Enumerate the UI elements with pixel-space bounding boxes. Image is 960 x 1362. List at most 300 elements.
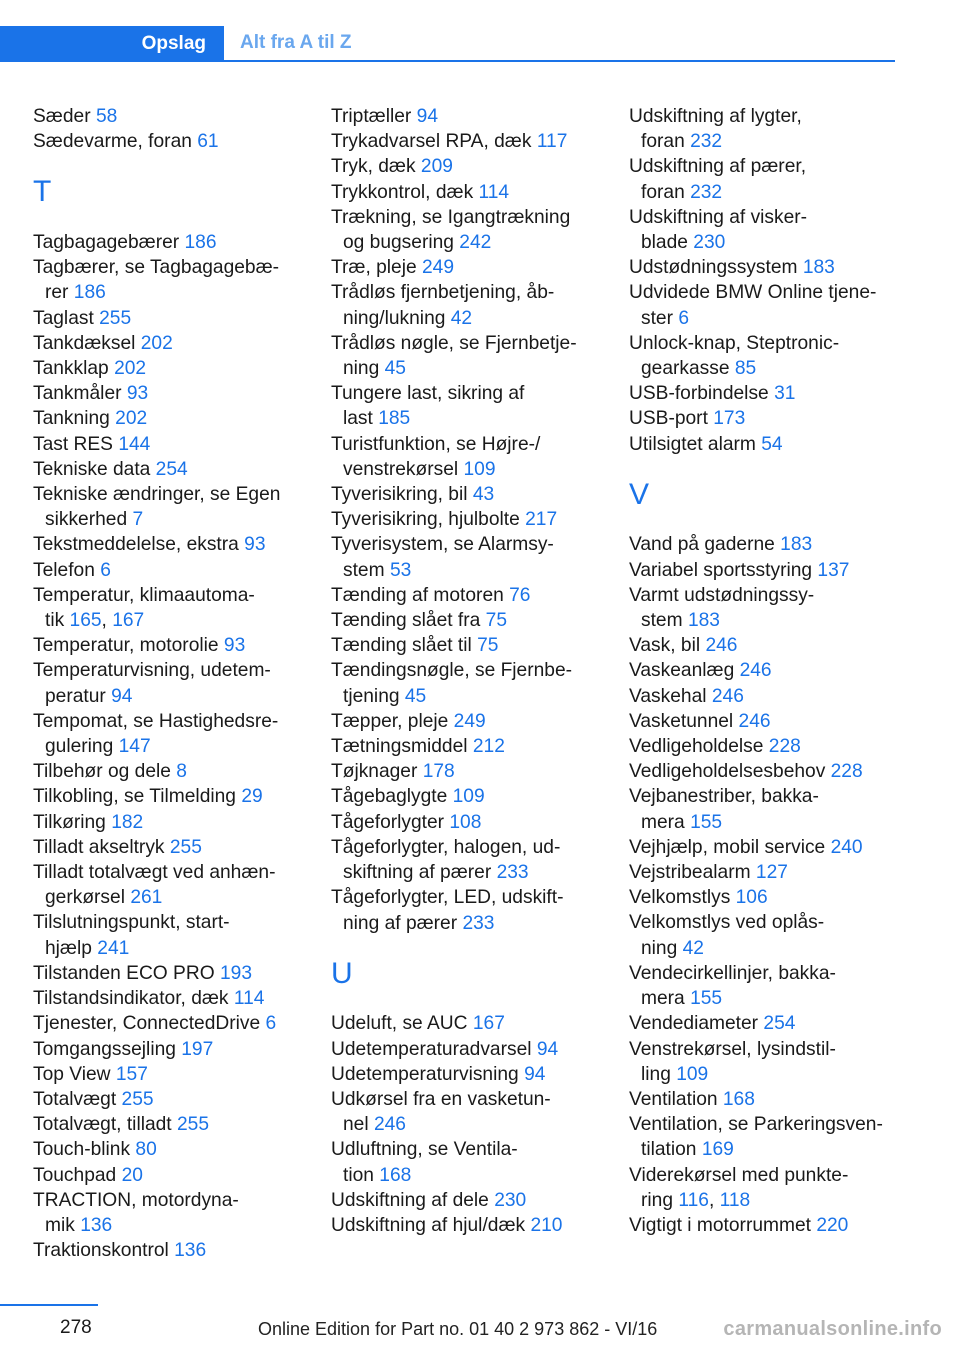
index-term: Tænding slået fra xyxy=(331,610,481,632)
page-link[interactable]: 202 xyxy=(114,358,147,380)
index-term: Udskiftning af visker- blade xyxy=(629,206,808,254)
index-entry xyxy=(331,709,616,734)
index-term: Tankmåler xyxy=(33,383,122,405)
index-entry xyxy=(33,129,318,154)
page-link[interactable]: 20 xyxy=(121,1164,143,1186)
page-link[interactable]: 255 xyxy=(176,1114,209,1136)
page-link[interactable]: 109 xyxy=(463,458,496,480)
page-link[interactable]: 232 xyxy=(690,131,723,153)
page-link[interactable]: 233 xyxy=(462,912,495,934)
index-term: Vigtigt i motorrummet xyxy=(629,1214,811,1236)
index-term: Tempomat, se Hastighedsre- gulering xyxy=(33,710,279,758)
index-entry xyxy=(33,1188,318,1238)
index-term: Vejhjælp, mobil service xyxy=(629,836,826,858)
index-entry xyxy=(629,784,899,834)
page-link[interactable]: 136 xyxy=(174,1240,207,1262)
footer-rule xyxy=(0,1304,98,1306)
index-term: Tilbehør og dele xyxy=(33,761,171,783)
index-term: Trådløs nøgle, se Fjernbetje- ning xyxy=(331,332,577,380)
index-entry xyxy=(33,558,318,583)
page-link[interactable]: 108 xyxy=(449,811,482,833)
index-entry xyxy=(629,759,899,784)
index-entry xyxy=(629,104,899,154)
index-entry xyxy=(33,1137,318,1162)
index-entry xyxy=(33,810,318,835)
index-entry xyxy=(331,1213,616,1238)
index-term: Touch-blink xyxy=(33,1139,131,1161)
index-entry xyxy=(629,1112,899,1162)
index-entry xyxy=(331,784,616,809)
index-term: Touchpad xyxy=(33,1164,117,1186)
index-entry xyxy=(331,658,616,708)
index-term: Ventilation, se Parkeringsven- tilation xyxy=(629,1114,883,1161)
index-entry xyxy=(629,961,899,1011)
page-link[interactable]: 42 xyxy=(682,937,704,959)
page-link[interactable]: 241 xyxy=(97,937,130,959)
index-term: Totalvægt xyxy=(33,1088,117,1110)
index-term: Vedligeholdelsesbehov xyxy=(629,761,826,783)
index-entry xyxy=(331,885,616,935)
index-term: Tagbærer, se Tagbagagebæ- rer xyxy=(33,257,280,304)
page-link[interactable]: 127 xyxy=(755,862,788,884)
page-link[interactable]: 217 xyxy=(525,509,558,531)
page-link[interactable]: 233 xyxy=(496,862,529,884)
index-entry xyxy=(33,406,318,431)
page-link[interactable]: 255 xyxy=(99,307,132,329)
page-link[interactable]: 220 xyxy=(816,1214,849,1236)
index-entry xyxy=(629,381,899,406)
index-entry xyxy=(33,1062,318,1087)
index-term: Ventilation xyxy=(629,1088,718,1110)
index-term: Varmt udstødningssy- stem xyxy=(629,584,815,632)
page-number: 278 xyxy=(60,1317,92,1338)
page-link[interactable]: 183 xyxy=(780,534,813,556)
page-link[interactable]: 7 xyxy=(132,509,144,531)
page-link[interactable]: 169 xyxy=(701,1139,734,1161)
index-entry xyxy=(629,684,899,709)
index-term: USB-forbindelse xyxy=(629,383,769,405)
index-entry xyxy=(33,482,318,532)
index-entry xyxy=(33,381,318,406)
index-term: Vaskeanlæg xyxy=(629,660,735,682)
index-term: Viderekørsel med punkte- ring xyxy=(629,1164,849,1211)
index-entry xyxy=(33,457,318,482)
page-link[interactable]: 228 xyxy=(830,761,863,783)
page-link[interactable]: 76 xyxy=(509,584,531,606)
index-entry xyxy=(331,633,616,658)
index-term: Tilkøring xyxy=(33,811,106,833)
index-term: Tilstanden ECO PRO xyxy=(33,962,215,984)
page-link[interactable]: 183 xyxy=(687,610,720,632)
index-entry xyxy=(331,1137,616,1187)
page-link[interactable]: 202 xyxy=(115,408,148,430)
index-entry xyxy=(629,860,899,885)
index-term: Tænding af motoren xyxy=(331,584,504,606)
page-link[interactable]: 114 xyxy=(478,181,510,203)
index-entry xyxy=(33,1087,318,1112)
index-entry xyxy=(33,835,318,860)
index-entry xyxy=(629,331,899,381)
index-entry xyxy=(33,230,318,255)
index-entry xyxy=(331,180,616,205)
index-term: Udkørsel fra en vasketun- nel xyxy=(331,1088,551,1136)
page-link[interactable]: 173 xyxy=(713,408,746,430)
index-entry xyxy=(33,860,318,910)
index-term: Vaskehal xyxy=(629,685,707,707)
page-link[interactable]: 54 xyxy=(761,433,783,455)
index-term: Vand på gaderne xyxy=(629,534,775,556)
index-term: Tankning xyxy=(33,408,110,430)
index-column-3 xyxy=(629,104,899,1238)
index-entry xyxy=(629,658,899,683)
page-link[interactable]: 157 xyxy=(115,1063,148,1085)
page-link[interactable]: 45 xyxy=(384,358,406,380)
index-term: Tyverisystem, se Alarmsy- stem xyxy=(331,534,554,581)
index-term: Udetemperaturvisning xyxy=(331,1063,519,1085)
index-entry xyxy=(331,432,616,482)
watermark: carmanualsonline.info xyxy=(723,1318,942,1340)
index-term: Tænding slået til xyxy=(331,635,472,657)
page-link[interactable]: 246 xyxy=(711,685,744,707)
page-link[interactable]: 155 xyxy=(690,811,723,833)
page-link[interactable]: 249 xyxy=(453,710,486,732)
page-link[interactable]: 117 xyxy=(536,131,568,153)
page-link[interactable]: 155 xyxy=(690,988,723,1010)
index-term: Tekniske data xyxy=(33,458,151,480)
index-entry xyxy=(33,986,318,1011)
index-term: Udeluft, se AUC xyxy=(331,1013,468,1035)
index-term: Tilladt akseltryk xyxy=(33,836,165,858)
index-term: Tagbagagebærer xyxy=(33,232,180,253)
page-link[interactable]: 53 xyxy=(389,559,412,581)
index-entry xyxy=(331,129,616,154)
page-link[interactable]: 136 xyxy=(80,1214,113,1236)
page-link[interactable]: 94 xyxy=(536,1038,559,1060)
tab-opslag[interactable]: Opslag xyxy=(0,26,224,62)
page-link[interactable]: 209 xyxy=(420,156,453,178)
page-link[interactable]: 255 xyxy=(169,836,202,858)
tab-alt-fra-a-til-z[interactable]: Alt fra A til Z xyxy=(240,32,352,53)
index-term: Tågeforlygter, halogen, ud- skiftning af pærer xyxy=(331,836,561,884)
index-term: Sædevarme, foran xyxy=(33,131,192,153)
page-link[interactable]: 193 xyxy=(219,962,252,984)
page-link[interactable]: 109 xyxy=(452,786,485,808)
index-term: Udvidede BMW Online tjene- ster xyxy=(629,282,877,329)
index-term: Totalvægt, tilladt xyxy=(33,1114,172,1136)
page-link[interactable]: 6 xyxy=(678,307,690,329)
index-term: Tilkobling, se Tilmelding xyxy=(33,786,236,808)
index-term: Vejstribealarm xyxy=(629,862,751,884)
header-rule xyxy=(0,60,895,62)
index-entry xyxy=(33,331,318,356)
index-entry xyxy=(629,406,899,431)
index-entry xyxy=(331,255,616,280)
page-link[interactable]: 6 xyxy=(265,1013,277,1035)
index-entry xyxy=(33,356,318,381)
page-link[interactable]: 167 xyxy=(112,610,145,632)
index-term: Tekniske ændringer, se Egen sikkerhed xyxy=(33,484,281,531)
index-term: Udskiftning af lygter, foran xyxy=(629,106,802,153)
index-term: Tæpper, pleje xyxy=(331,710,449,732)
index-entry xyxy=(629,558,899,583)
index-term: TRACTION, motordyna- mik xyxy=(33,1189,239,1236)
index-entry xyxy=(33,1011,318,1036)
index-entry xyxy=(331,331,616,381)
index-column-2 xyxy=(331,104,616,1238)
index-entry xyxy=(629,280,899,330)
index-entry xyxy=(629,835,899,860)
index-entry xyxy=(331,154,616,179)
page-link[interactable]: 240 xyxy=(830,836,863,858)
page-link[interactable]: 147 xyxy=(118,736,151,758)
index-term: Træ, pleje xyxy=(331,257,417,279)
index-entry xyxy=(629,1213,899,1238)
page-link[interactable]: 210 xyxy=(530,1214,563,1236)
index-term: Tankklap xyxy=(33,358,109,380)
page-link[interactable]: 42 xyxy=(450,307,473,329)
index-entry xyxy=(33,1112,318,1137)
index-term: Taglast xyxy=(33,307,94,329)
index-entry: Temperatur, klimaautoma- tik 165, 167 xyxy=(33,584,255,632)
page-link[interactable]: 93 xyxy=(244,534,266,556)
index-term: Vendecirkellinjer, bakka- mera xyxy=(629,962,836,1010)
index-term: Udluftning, se Ventila- tion xyxy=(331,1139,518,1186)
page-link[interactable]: 94 xyxy=(524,1063,546,1085)
index-term: Tændingsnøgle, se Fjernbe- tjening xyxy=(331,660,573,707)
page-link[interactable]: 246 xyxy=(705,635,738,657)
page-link[interactable]: 261 xyxy=(130,887,163,909)
index-term: Tågeforlygter, LED, udskift- ning af pærer xyxy=(331,887,564,934)
index-term: Vasketunnel xyxy=(629,710,734,732)
index-term: Tætningsmiddel xyxy=(331,736,468,758)
index-entry xyxy=(33,633,318,658)
index-term: Udetemperaturadvarsel xyxy=(331,1038,532,1060)
index-entry xyxy=(629,910,899,960)
page-link[interactable]: 254 xyxy=(763,1013,796,1035)
page-link[interactable]: 75 xyxy=(485,610,507,632)
index-entry xyxy=(331,1087,616,1137)
index-entry xyxy=(331,810,616,835)
section-letter: T xyxy=(33,175,52,209)
index-term: Tast RES xyxy=(33,433,113,455)
index-term: Tomgangssejling xyxy=(33,1038,176,1060)
index-entry xyxy=(33,104,318,129)
index-term: Udskiftning af pærer, foran xyxy=(629,156,807,203)
page-link[interactable]: 246 xyxy=(373,1114,406,1136)
index-entry xyxy=(331,835,616,885)
index-entry xyxy=(33,1238,318,1263)
page-link[interactable]: 6 xyxy=(100,559,111,581)
index-term: Sæder xyxy=(33,106,91,127)
index-entry xyxy=(331,104,616,129)
page-link[interactable]: 109 xyxy=(676,1063,709,1085)
page-link[interactable]: 255 xyxy=(121,1088,154,1110)
page-link[interactable]: 43 xyxy=(472,484,495,506)
page-link[interactable]: 230 xyxy=(494,1189,527,1211)
index-term: Vask, bil xyxy=(629,635,701,657)
index-term: Triptæller xyxy=(331,106,412,127)
index-term: Temperatur, klimaautoma- tik xyxy=(33,584,255,632)
index-entry xyxy=(33,784,318,809)
index-term: Trykadvarsel RPA, dæk xyxy=(331,131,532,153)
index-entry xyxy=(331,734,616,759)
index-entry xyxy=(629,1087,899,1112)
page-link[interactable]: 186 xyxy=(184,232,217,253)
page-link[interactable]: 246 xyxy=(739,660,772,682)
index-entry xyxy=(33,961,318,986)
page-link[interactable]: 202 xyxy=(140,332,173,354)
index-entry xyxy=(331,507,616,532)
edition-note: Online Edition for Part no. 01 40 2 973 862 - VI/16 xyxy=(258,1319,658,1339)
index-entry xyxy=(629,432,899,457)
index-entry xyxy=(331,1011,616,1036)
index-entry xyxy=(331,381,616,431)
page-link[interactable]: 197 xyxy=(181,1038,214,1060)
index-term: Tyverisikring, bil xyxy=(331,484,468,506)
section-letter: V xyxy=(629,477,650,511)
index-entry xyxy=(331,532,616,582)
page-link[interactable]: 94 xyxy=(111,685,133,707)
index-entry xyxy=(331,1062,616,1087)
index-term: Tilslutningspunkt, start- hjælp xyxy=(33,912,230,959)
index-entry xyxy=(33,532,318,557)
page-link[interactable]: 254 xyxy=(155,458,188,480)
index-term: Variabel sportsstyring xyxy=(629,559,813,581)
page-link[interactable]: 168 xyxy=(379,1164,412,1186)
index-entry: Viderekørsel med punkte- ring 116, 118 xyxy=(629,1164,849,1211)
index-entry xyxy=(629,1037,899,1087)
index-term: Udskiftning af dele xyxy=(331,1189,489,1211)
index-entry xyxy=(629,583,899,633)
index-term: Trækning, se Igangtrækning og bugsering xyxy=(331,206,571,254)
index-entry xyxy=(33,255,318,305)
index-term: Tågeforlygter xyxy=(331,811,445,833)
index-term: Tyverisikring, hjulbolte xyxy=(331,509,520,531)
index-entry xyxy=(33,709,318,759)
page-link[interactable]: 116 xyxy=(678,1189,709,1211)
index-entry xyxy=(331,205,616,255)
index-term: Telefon xyxy=(33,559,95,581)
page-link[interactable]: 185 xyxy=(378,408,411,430)
index-term: Temperaturvisning, udetem- peratur xyxy=(33,660,271,707)
page-link[interactable]: 106 xyxy=(735,887,768,909)
page-link[interactable]: 242 xyxy=(459,232,492,254)
index-term: Velkomstlys xyxy=(629,887,731,909)
index-term: Tryk, dæk xyxy=(331,156,416,178)
page-link[interactable]: 246 xyxy=(738,710,771,732)
page-link[interactable]: 75 xyxy=(477,635,499,657)
page-link[interactable]: 228 xyxy=(768,736,801,758)
index-term: Vejbanestriber, bakka- mera xyxy=(629,786,819,833)
index-entry xyxy=(33,1163,318,1188)
index-entry xyxy=(33,432,318,457)
section-letter: U xyxy=(331,956,353,990)
page-link[interactable]: 58 xyxy=(95,106,118,127)
page-link[interactable]: 249 xyxy=(422,257,455,279)
page-link[interactable]: 186 xyxy=(73,282,106,304)
index-entry xyxy=(331,482,616,507)
index-entry xyxy=(629,633,899,658)
index-entry xyxy=(629,154,899,204)
index-term: Tøjknager xyxy=(331,761,418,783)
index-entry xyxy=(33,658,318,708)
index-entry xyxy=(629,532,899,557)
page-link[interactable]: 165 xyxy=(69,610,102,632)
page-link[interactable]: 212 xyxy=(472,736,505,758)
page-link[interactable]: 114 xyxy=(233,988,265,1010)
page-link[interactable]: 118 xyxy=(719,1189,751,1211)
page-link[interactable]: 168 xyxy=(722,1088,755,1110)
index-entry xyxy=(629,709,899,734)
index-column-1 xyxy=(33,104,318,1263)
page-link[interactable]: 94 xyxy=(416,106,438,127)
index-entry xyxy=(629,255,899,280)
page-link[interactable]: 93 xyxy=(126,383,149,405)
index-term: Tungere last, sikring af last xyxy=(331,383,525,430)
index-entry xyxy=(331,759,616,784)
page-link[interactable]: 144 xyxy=(118,433,151,455)
index-entry xyxy=(629,885,899,910)
page-link[interactable]: 29 xyxy=(241,786,263,808)
index-term: Trådløs fjernbetjening, åb- ning/lukning xyxy=(331,282,555,329)
index-term: Tankdæksel xyxy=(33,332,136,354)
index-term: Tilladt totalvægt ved anhæn- gerkørsel xyxy=(33,862,276,909)
index-entry xyxy=(331,1037,616,1062)
header-bar xyxy=(0,26,895,62)
index-term: Top View xyxy=(33,1063,111,1085)
page-link[interactable]: 232 xyxy=(690,181,723,203)
page-link[interactable]: 93 xyxy=(223,635,246,657)
index-entry xyxy=(33,759,318,784)
index-term: Tjenester, ConnectedDrive xyxy=(33,1013,261,1035)
page-link[interactable]: 85 xyxy=(734,358,757,380)
index-entry xyxy=(629,1011,899,1036)
index-term: Vedligeholdelse xyxy=(629,736,764,758)
index-term: Temperatur, motorolie xyxy=(33,635,219,657)
index-term: Udskiftning af hjul/dæk xyxy=(331,1214,526,1236)
index-entry xyxy=(331,280,616,330)
index-term: Vendediameter xyxy=(629,1013,759,1035)
index-entry xyxy=(33,910,318,960)
page-link[interactable]: 178 xyxy=(422,761,455,783)
page-link[interactable]: 230 xyxy=(693,232,726,254)
page-link[interactable]: 31 xyxy=(774,383,796,405)
index-entry xyxy=(629,205,899,255)
index-term: Tekstmeddelelse, ekstra xyxy=(33,534,239,556)
page-link[interactable]: 80 xyxy=(135,1139,157,1161)
index-term: USB-port xyxy=(629,408,708,430)
page-link[interactable]: 182 xyxy=(111,811,144,833)
page-link[interactable]: 183 xyxy=(802,257,835,279)
index-term: Trykkontrol, dæk xyxy=(331,181,474,203)
index-term: Tilstandsindikator, dæk xyxy=(33,988,229,1010)
index-entry xyxy=(331,608,616,633)
page-link[interactable]: 167 xyxy=(472,1013,505,1035)
page-link[interactable]: 61 xyxy=(197,131,219,153)
index-term: Velkomstlys ved oplås- ning xyxy=(629,912,825,959)
index-entry xyxy=(33,306,318,331)
index-term: Udstødningssystem xyxy=(629,257,798,279)
index-term: Unlock-knap, Steptronic- gearkasse xyxy=(629,332,840,380)
index-entry xyxy=(629,734,899,759)
index-entry xyxy=(33,1037,318,1062)
page-link[interactable]: 8 xyxy=(176,761,187,783)
index-entry xyxy=(331,583,616,608)
index-term: Traktionskontrol xyxy=(33,1240,169,1262)
page-link[interactable]: 45 xyxy=(404,685,427,707)
index-term: Venstrekørsel, lysindstil- ling xyxy=(629,1038,836,1085)
page-link[interactable]: 137 xyxy=(817,559,850,581)
